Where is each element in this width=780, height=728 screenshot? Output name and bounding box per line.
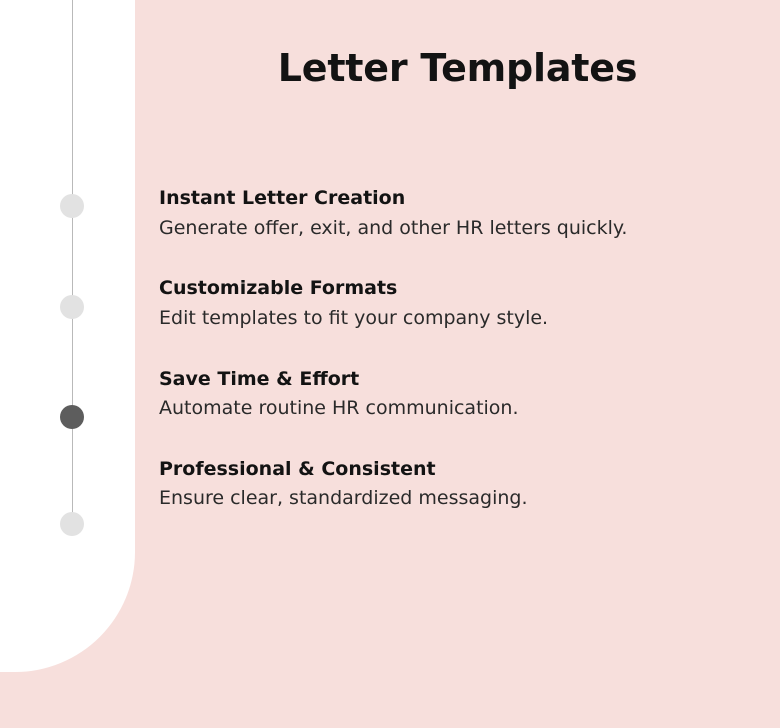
page-title: Letter Templates [277, 46, 638, 90]
timeline-dot-2[interactable] [60, 295, 84, 319]
feature-description: Ensure clear, standardized messaging. [159, 487, 528, 510]
feature-description: Edit templates to fit your company style. [159, 306, 549, 329]
feature-heading: Professional & Consistent [159, 457, 436, 480]
feature-heading: Instant Letter Creation [159, 187, 406, 209]
list-item [159, 276, 759, 331]
feature-list [159, 186, 759, 512]
feature-description: Automate routine HR communication. [159, 397, 519, 420]
timeline-dot-3[interactable] [60, 405, 84, 429]
timeline-dot-4[interactable] [60, 512, 84, 536]
timeline-dot-1[interactable] [60, 194, 84, 218]
list-item [159, 186, 759, 241]
feature-heading: Customizable Formats [159, 277, 398, 300]
left-white-panel [0, 0, 135, 672]
feature-description: Generate offer, exit, and other HR letters quickly. [159, 216, 628, 239]
feature-heading: Save Time & Effort [159, 367, 360, 390]
list-item [159, 457, 759, 512]
timeline-line [72, 0, 73, 530]
list-item [159, 367, 759, 422]
